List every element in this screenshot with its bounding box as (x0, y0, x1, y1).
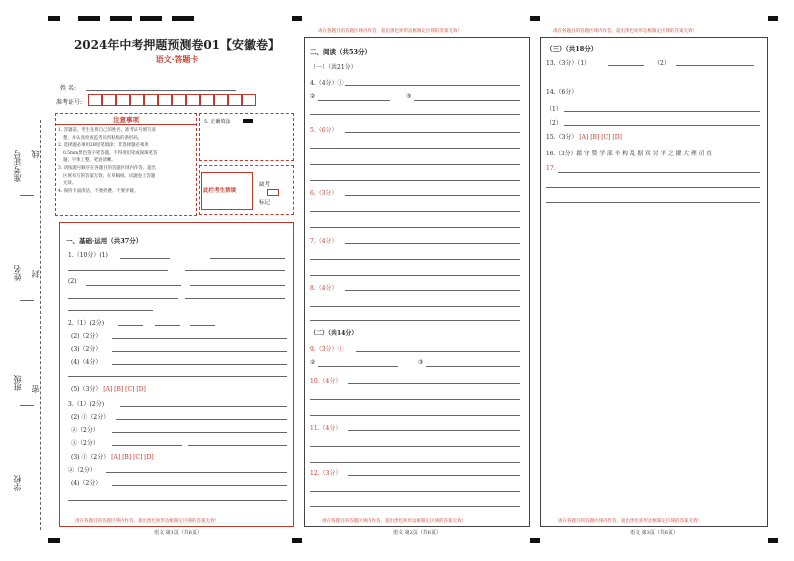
question-4: 4.（4分）① (310, 80, 344, 87)
notice-item: 0.5mm黑色签字笔答题，不得用铅笔或圆珠笔答 (63, 150, 158, 156)
page-title: 2024年中考押题预测卷01【安徽卷】 (73, 38, 281, 52)
question-2: 2.（1）(2分) (68, 320, 105, 327)
name-label: 姓 名: (60, 85, 76, 92)
notice-item: 题；字体工整、笔迹清晰。 (63, 158, 116, 164)
page-footer: 语文 第3页（共6页） (630, 530, 678, 536)
question-10: 10.（4分） (310, 378, 342, 385)
side-label-seal: 封 (31, 270, 40, 278)
question-3-2: (2) ①（2分） (71, 414, 110, 421)
question-16[interactable]: 16.（3分）郡 守 赞 学 部 辛 构 乱 据 宾 讨 平 之 擢 大 理 司 直 (546, 151, 712, 157)
question-5: 5.（6分） (310, 127, 338, 134)
registration-mark (48, 16, 60, 21)
answer-line[interactable] (345, 85, 520, 86)
notice-item: 4. 保持卡面清洁，不要折叠、不要弄破。 (58, 188, 139, 194)
answer-panel-2 (304, 37, 530, 527)
question-14-2: （2） (546, 120, 562, 127)
answer-line[interactable] (676, 65, 754, 66)
answer-line[interactable] (318, 366, 398, 367)
answer-line[interactable] (188, 445, 287, 446)
answer-line[interactable] (310, 180, 520, 181)
answer-line[interactable] (106, 472, 287, 473)
answer-line[interactable] (190, 285, 285, 286)
choice-options[interactable]: [A] [B] [C] [D] (103, 386, 146, 393)
absent-forbidden-label: 此栏考生禁填 (203, 188, 237, 194)
notice-item: 3. 请按题号顺序在各题目的答题区域内作答，超出 (58, 165, 156, 171)
registration-mark (530, 538, 540, 543)
answer-line[interactable] (426, 366, 520, 367)
notice-title: 注意事项 (113, 116, 139, 124)
answer-line[interactable] (310, 164, 520, 165)
answer-line[interactable] (112, 338, 287, 339)
answer-line[interactable] (68, 376, 287, 377)
question-3-3: ②（2分） (71, 427, 99, 434)
question-3-5-label: (3) ①（2分） (71, 454, 110, 461)
side-fill-line (20, 195, 34, 196)
answer-line[interactable] (356, 351, 520, 352)
answer-line[interactable] (310, 259, 520, 260)
answer-line[interactable] (68, 298, 178, 299)
answer-line[interactable] (116, 419, 287, 420)
registration-mark (292, 538, 302, 543)
answer-line[interactable] (546, 202, 760, 203)
answer-line[interactable] (310, 415, 520, 416)
answer-line[interactable] (345, 243, 520, 244)
answer-line[interactable] (112, 485, 287, 486)
section-title: 二、阅读（共53分） (310, 48, 372, 56)
answer-line[interactable] (210, 258, 285, 259)
absent-mark-label: 标记 (259, 200, 271, 206)
answer-line[interactable] (190, 325, 215, 326)
side-label-secret: 密 (31, 385, 40, 393)
notice-item: 楚，并认真检查监考员所粘贴的条形码。 (63, 135, 143, 141)
page-subtitle: 语文·答题卡 (155, 54, 199, 64)
side-label-id: 准考证号 (13, 150, 22, 182)
area-notice: 请在各题目的答题区域内作答，超出黑色矩形边框限定区域的答案无效！ (553, 29, 697, 34)
question-2-5 (71, 384, 146, 393)
answer-line[interactable] (558, 172, 760, 173)
question-3-4: ③（2分） (71, 440, 99, 447)
answer-line[interactable] (310, 446, 520, 447)
notice-item: 2. 选择题必须用2B铅笔填涂；非选择题必须用 (58, 143, 149, 149)
answer-line[interactable] (310, 227, 520, 228)
answer-line[interactable] (348, 430, 520, 431)
registration-mark (78, 16, 100, 21)
answer-line[interactable] (112, 364, 287, 365)
answer-line[interactable] (310, 114, 520, 115)
area-notice: 请在各题目的答题区域内作答，超出黑色矩形边框限定区域的答案无效！ (322, 519, 466, 524)
subsection-title: （二）（共14分） (310, 330, 358, 337)
registration-mark (172, 16, 194, 21)
question-12: 12.（3分） (310, 470, 342, 477)
answer-line[interactable] (310, 491, 520, 492)
notice-item: 1. 答题前，考生先将自己的姓名，准考证号填写清 (58, 128, 156, 133)
answer-line[interactable] (112, 432, 287, 433)
question-4-3: ③ (406, 93, 412, 100)
answer-line[interactable] (120, 258, 170, 259)
question-2-2: (2)（2分） (71, 333, 102, 340)
registration-mark (292, 16, 302, 21)
question-17: 17. (546, 165, 556, 172)
page-footer: 语文 第1页（共6页） (154, 530, 202, 536)
side-fill-line (20, 300, 34, 301)
answer-line[interactable] (345, 290, 520, 291)
choice-options[interactable]: [A] [B] [C] [D] (579, 134, 622, 141)
registration-mark (530, 16, 540, 21)
answer-line[interactable] (68, 310, 153, 311)
answer-line[interactable] (318, 100, 390, 101)
page-footer: 语文 第2页（共6页） (393, 530, 441, 536)
notice-list (58, 127, 196, 195)
answer-line[interactable] (68, 500, 287, 501)
question-2-4: (4)（4分） (71, 359, 102, 366)
section-title: 一、基础·运用（共37分） (66, 237, 143, 245)
answer-line[interactable] (310, 399, 520, 400)
question-2-3: (3)（2分） (71, 346, 102, 353)
fill-example-label: 5. 正确填涂 (204, 119, 231, 125)
registration-mark (768, 16, 778, 21)
question-15-label: 15.（3分） (546, 134, 578, 141)
question-1: 1.（10分）(1) (68, 252, 108, 259)
question-9-2: ② (310, 359, 316, 366)
question-14-1: （1） (546, 106, 562, 113)
id-boxes[interactable] (88, 94, 294, 106)
question-1-2: (2) (68, 278, 77, 285)
notice-item: 无效。 (63, 181, 77, 187)
area-notice: 请在各题目的答题区域内作答，超出黑色矩形边框限定区域的答案无效！ (318, 29, 462, 34)
answer-line[interactable] (345, 132, 520, 133)
question-13-2: （2） (654, 60, 670, 67)
subsection-title: （一）（共21分） (310, 64, 357, 71)
question-4-2: ② (310, 93, 316, 100)
answer-line[interactable] (345, 195, 520, 196)
question-9-3: ③ (418, 359, 424, 366)
side-label-school: 学校 (13, 475, 22, 491)
answer-line[interactable] (155, 325, 180, 326)
answer-line[interactable] (310, 462, 520, 463)
question-3-5 (71, 452, 154, 461)
absent-checkbox[interactable] (267, 189, 279, 196)
question-13: 13.（3分）（1） (546, 60, 591, 67)
question-2-5-label: (5)（3分） (71, 386, 102, 393)
answer-line[interactable] (112, 351, 287, 352)
filled-mark-icon (243, 119, 253, 123)
question-15 (546, 132, 622, 141)
question-8: 8.（4分） (310, 285, 338, 292)
id-label: 准考证号: (56, 99, 83, 106)
answer-line[interactable] (310, 211, 520, 212)
answer-line[interactable] (310, 306, 520, 307)
side-label-line: 线 (31, 150, 40, 158)
section-title: （三）（共18分） (546, 45, 598, 53)
answer-line[interactable] (564, 125, 760, 126)
answer-line[interactable] (68, 270, 168, 271)
answer-line[interactable] (414, 100, 520, 101)
question-3-6: ②（2分） (68, 467, 96, 474)
answer-line[interactable] (608, 65, 644, 66)
absent-label: 缺考 (259, 182, 271, 188)
answer-line[interactable] (310, 320, 520, 321)
answer-line[interactable] (185, 298, 285, 299)
question-9: 9.（3分）① (310, 346, 344, 353)
answer-line[interactable] (310, 275, 520, 276)
answer-line[interactable] (348, 475, 520, 476)
registration-mark (768, 538, 778, 543)
answer-line[interactable] (120, 406, 287, 407)
answer-line[interactable] (112, 445, 182, 446)
cut-line (40, 120, 41, 530)
question-11: 11.（4分） (310, 425, 342, 432)
answer-line[interactable] (546, 187, 760, 188)
choice-options[interactable]: [A] [B] [C] [D] (111, 454, 154, 461)
name-input[interactable] (86, 90, 236, 91)
area-notice: 请在各题目的答题区域内作答，超出黑色矩形边框限定区域的答案无效！ (558, 519, 702, 524)
question-3: 3.（1）(2分) (68, 401, 105, 408)
question-3-7: (4)（2分） (71, 480, 102, 487)
answer-line[interactable] (118, 325, 143, 326)
registration-mark (48, 538, 60, 543)
registration-mark (140, 16, 162, 21)
answer-line[interactable] (348, 383, 520, 384)
side-label-name: 姓名 (13, 265, 22, 281)
answer-line[interactable] (310, 506, 520, 507)
area-notice: 请在各题目的答题区域内作答，超出黑色矩形边框限定区域的答案无效！ (75, 519, 219, 524)
registration-mark (110, 16, 132, 21)
answer-line[interactable] (564, 111, 760, 112)
answer-line[interactable] (185, 270, 285, 271)
side-label-class: 班级 (13, 375, 22, 391)
side-fill-line (20, 405, 34, 406)
question-14: 14.（6分） (546, 89, 578, 96)
notice-item: 区域书写的答案无效；在草稿纸、试题卷上答题 (63, 173, 156, 179)
question-6: 6.（3分） (310, 190, 338, 197)
notice-divider (55, 124, 197, 125)
question-7: 7.（4分） (310, 238, 338, 245)
answer-line[interactable] (86, 285, 181, 286)
answer-line[interactable] (310, 148, 520, 149)
